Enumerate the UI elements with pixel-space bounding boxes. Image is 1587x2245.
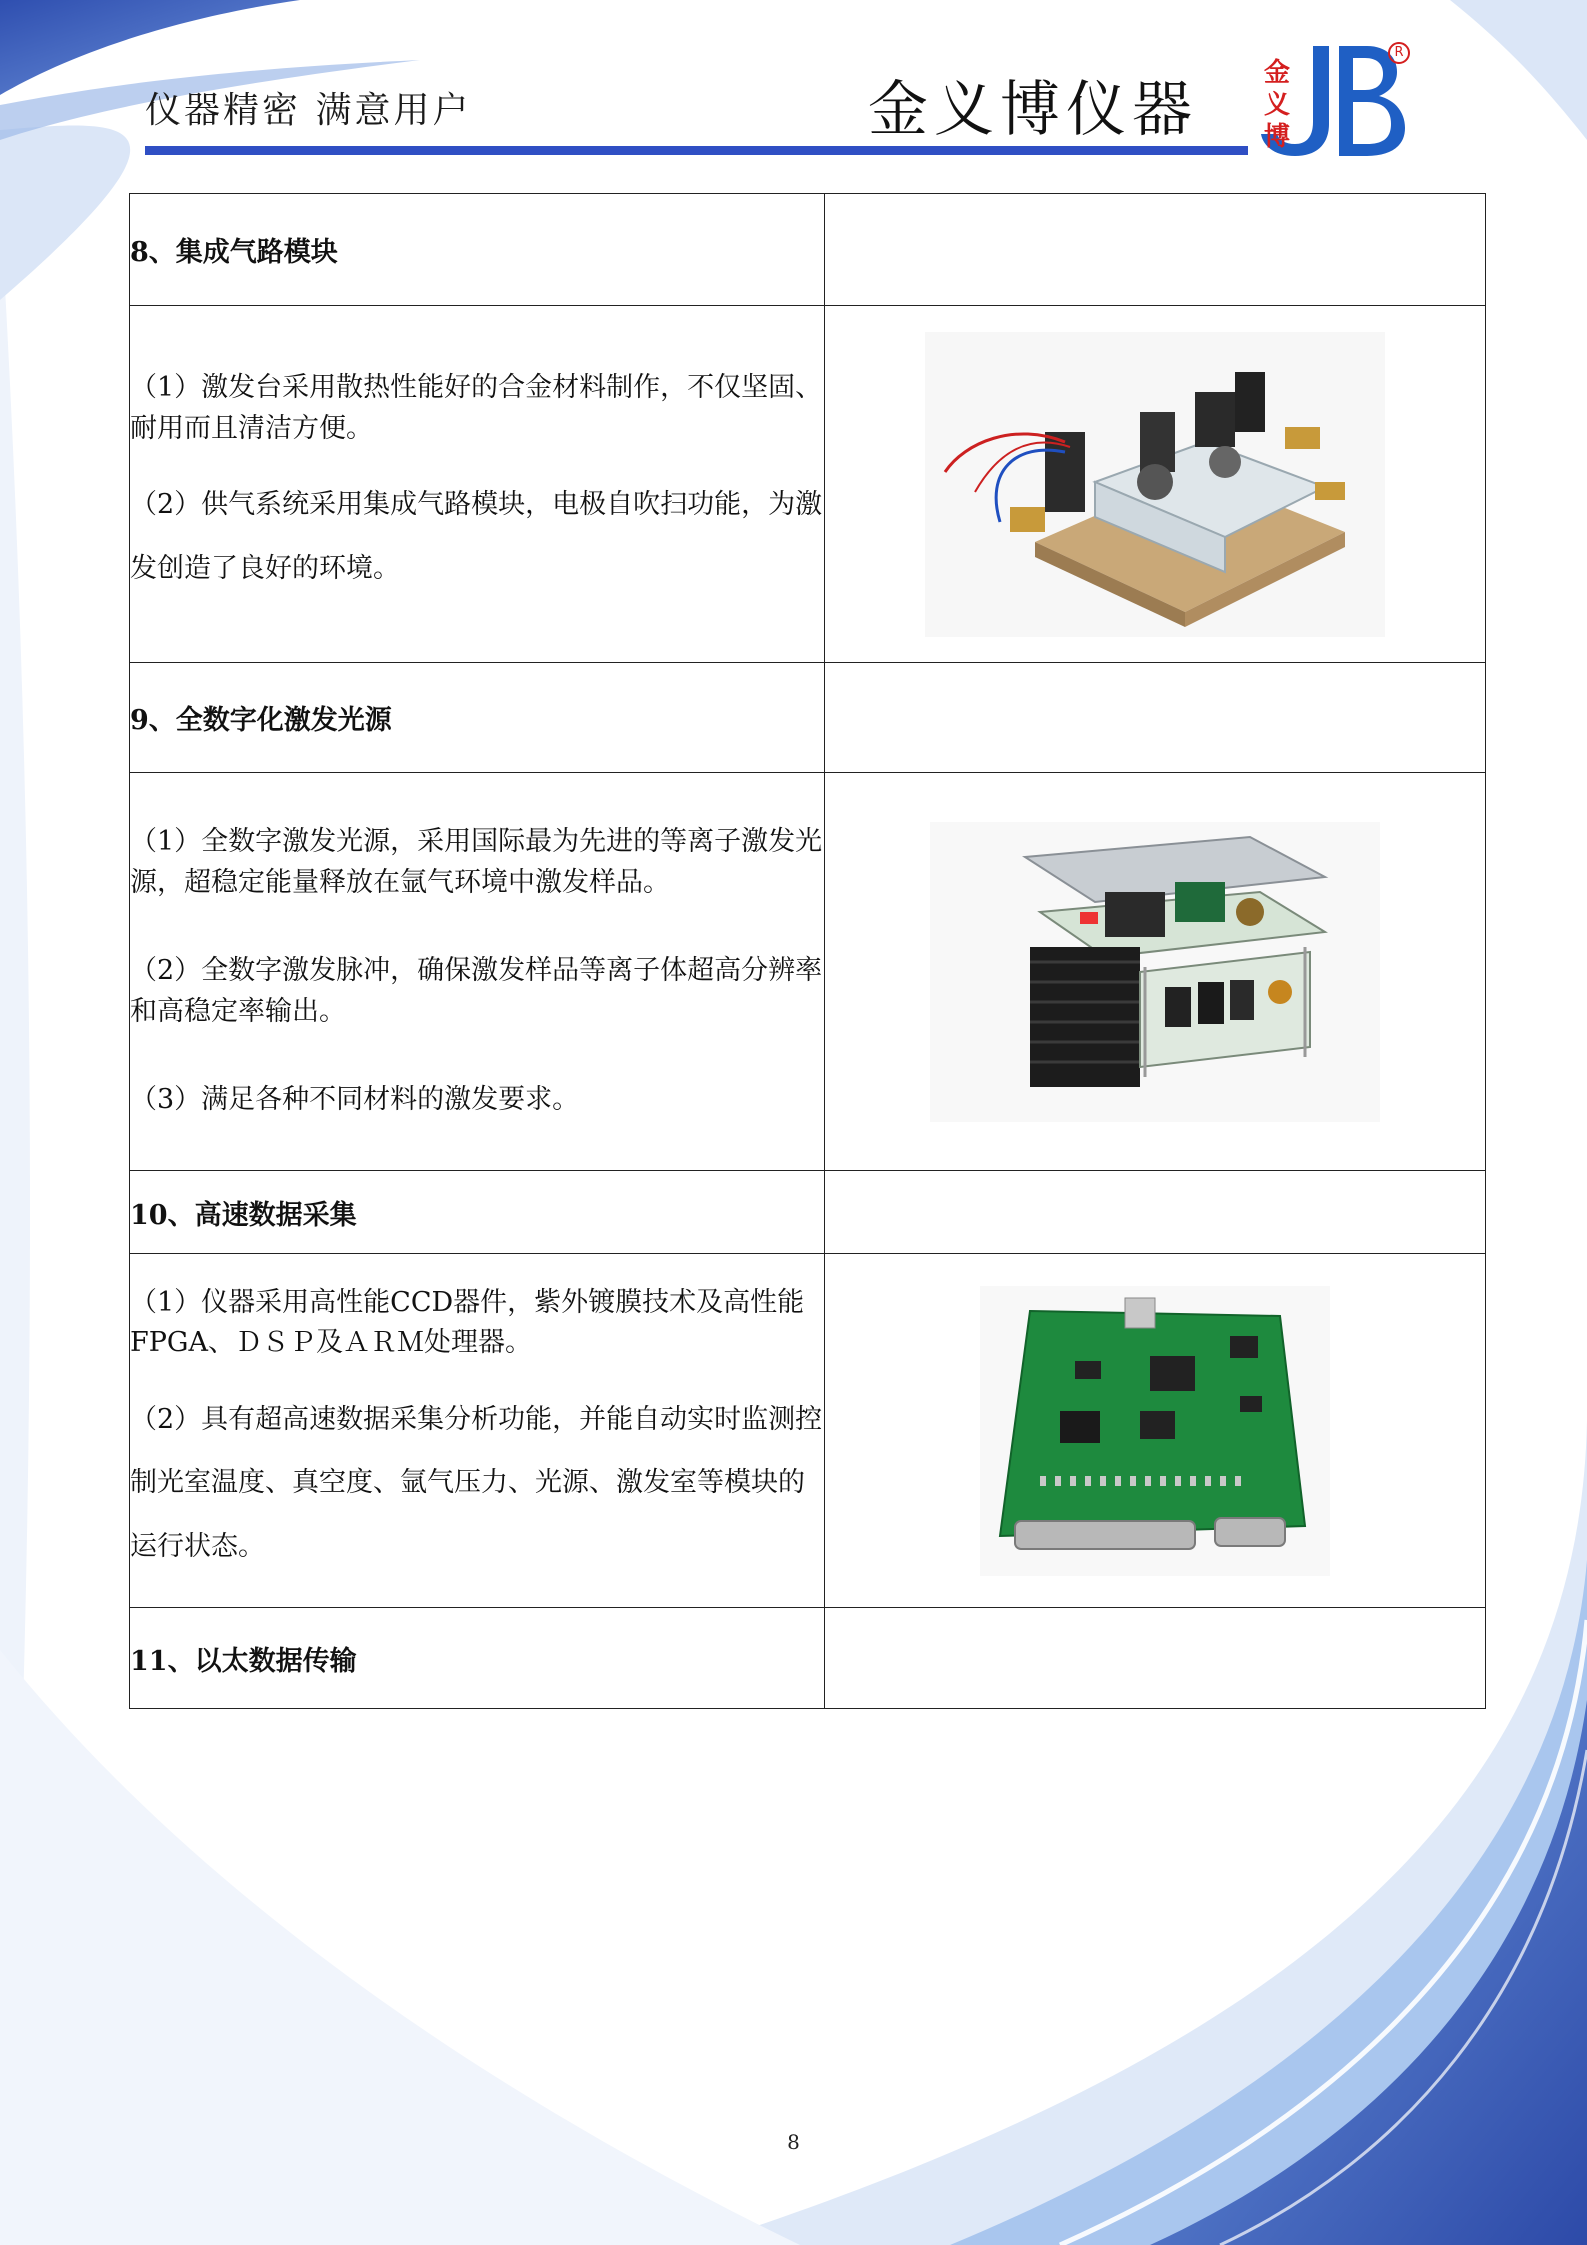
table-row <box>130 773 1486 1171</box>
table-row <box>130 194 1486 306</box>
section-9-image-cell <box>825 773 1486 1171</box>
paragraph: （2）全数字激发脉冲，确保激发样品等离子体超高分辨率和高稳定率输出。 <box>130 955 823 1027</box>
table-row <box>130 1171 1486 1254</box>
excitation-source-photo <box>930 822 1380 1122</box>
header-slogan: 仪器精密 满意用户 <box>145 90 472 131</box>
feature-table <box>129 193 1486 1709</box>
page-number: 8 <box>787 2130 800 2154</box>
header-divider <box>145 146 1248 155</box>
section-8-image-cell <box>825 306 1486 663</box>
table-row <box>130 306 1486 663</box>
paragraph: （1）激发台采用散热性能好的合金材料制作，不仅坚固、耐用而且清洁方便。 <box>130 372 823 444</box>
empty-cell <box>825 663 1486 773</box>
section-title-8: 8、集成气路模块 <box>130 194 825 306</box>
logo-char-2: 义 <box>1263 90 1290 120</box>
empty-cell <box>825 1608 1486 1709</box>
section-9-description <box>130 773 825 1171</box>
section-title-9: 9、全数字化激发光源 <box>130 663 825 773</box>
section-title-11: 11、以太数据传输 <box>130 1608 825 1709</box>
section-10-image-cell <box>825 1254 1486 1608</box>
paragraph: （2）具有超高速数据采集分析功能，并能自动实时监测控制光室温度、真空度、氩气压力、光源、激发室等模块的运行状态。 <box>130 1403 823 1562</box>
empty-cell <box>825 1171 1486 1254</box>
table-row <box>130 1608 1486 1709</box>
paragraph: （3）满足各种不同材料的激发要求。 <box>130 1084 580 1116</box>
registered-mark: R <box>1388 42 1410 64</box>
gas-module-photo <box>925 332 1385 637</box>
section-10-description <box>130 1254 825 1608</box>
paragraph: （2）供气系统采用集成气路模块，电极自吹扫功能，为激发创造了良好的环境。 <box>130 489 823 584</box>
table-row <box>130 1254 1486 1608</box>
section-title-10: 10、高速数据采集 <box>130 1171 825 1254</box>
company-name: 金义博仪器 <box>868 75 1198 145</box>
paragraph: （1）仪器采用高性能CCD器件，紫外镀膜技术及高性能FPGA、ＤＳＰ及ＡＲＭ处理器。 <box>130 1286 805 1359</box>
company-logo <box>1255 38 1415 163</box>
table-row <box>130 663 1486 773</box>
logo-char-1: 金 <box>1263 58 1290 88</box>
data-board-photo <box>980 1286 1330 1576</box>
paragraph: （1）全数字激发光源，采用国际最为先进的等离子激发光源，超稳定能量释放在氩气环境中激发样品。 <box>130 826 823 898</box>
empty-cell <box>825 194 1486 306</box>
logo-char-3: 博 <box>1263 122 1290 152</box>
section-8-description <box>130 306 825 663</box>
